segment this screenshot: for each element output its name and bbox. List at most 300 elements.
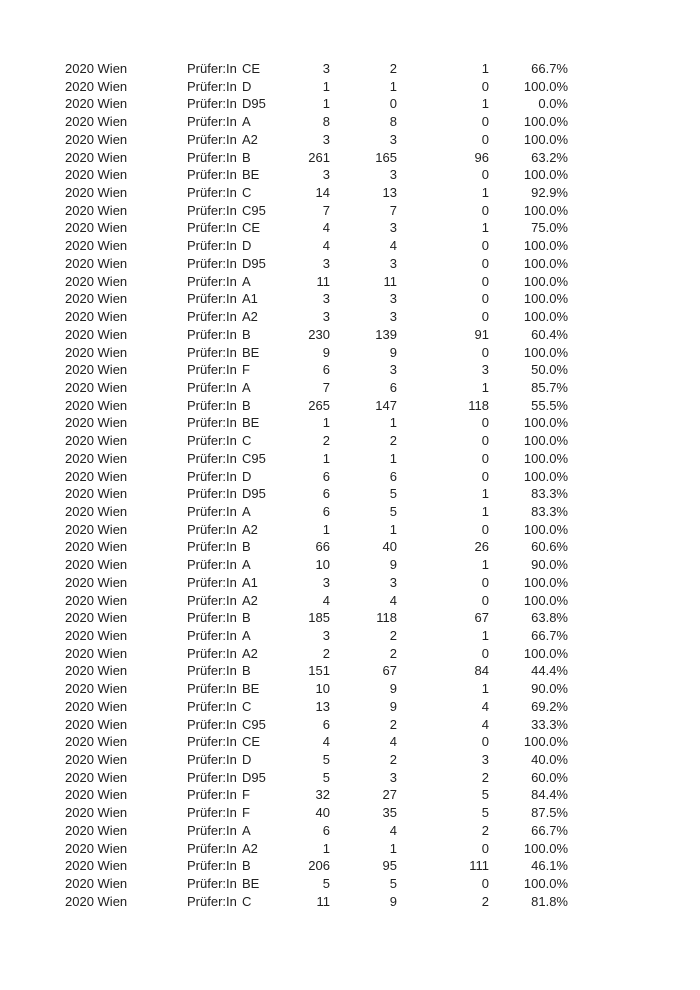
- examiner-role-cell: Prüfer:In: [187, 185, 237, 201]
- table-row: [0, 485, 700, 503]
- year-city-cell: 2020 Wien: [65, 486, 128, 502]
- table-row: [0, 450, 700, 468]
- failed-count-cell: 0: [481, 238, 489, 254]
- table-row: [0, 397, 700, 415]
- examiner-role-cell: Prüfer:In: [187, 592, 237, 608]
- failed-count-cell: 0: [481, 415, 489, 431]
- pass-rate-cell: 100.0%: [523, 876, 568, 892]
- year-city-cell: 2020 Wien: [65, 238, 128, 254]
- pass-rate-cell: 0.0%: [538, 96, 568, 112]
- table-row: [0, 60, 700, 78]
- failed-count-cell: 2: [481, 822, 489, 838]
- pass-rate-cell: 83.3%: [531, 503, 568, 519]
- year-city-cell: 2020 Wien: [65, 698, 128, 714]
- pass-rate-cell: 100.0%: [523, 291, 568, 307]
- failed-count-cell: 0: [481, 433, 489, 449]
- year-city-cell: 2020 Wien: [65, 202, 128, 218]
- pass-rate-cell: 66.7%: [531, 628, 568, 643]
- total-count-cell: 14: [315, 185, 330, 201]
- examiner-role-cell: Prüfer:In: [187, 397, 237, 413]
- pass-rate-cell: 66.7%: [531, 61, 568, 76]
- license-class-cell: C: [242, 698, 252, 714]
- passed-count-cell: 4: [389, 238, 397, 254]
- examiner-role-cell: Prüfer:In: [187, 610, 237, 626]
- table-row: [0, 379, 700, 397]
- passed-count-cell: 11: [383, 273, 397, 289]
- failed-count-cell: 4: [481, 716, 489, 732]
- license-class-cell: A: [242, 628, 251, 643]
- passed-count-cell: 35: [382, 805, 397, 821]
- examiner-role-cell: Prüfer:In: [187, 503, 237, 519]
- total-count-cell: 5: [322, 769, 330, 785]
- year-city-cell: 2020 Wien: [65, 61, 128, 76]
- table-row: [0, 237, 700, 255]
- failed-count-cell: 0: [481, 592, 489, 608]
- total-count-cell: 32: [315, 787, 330, 803]
- pass-rate-cell: 83.3%: [531, 486, 568, 502]
- examiner-role-cell: Prüfer:In: [187, 344, 237, 360]
- pass-rate-cell: 60.4%: [531, 326, 568, 342]
- failed-count-cell: 0: [481, 78, 489, 94]
- passed-count-cell: 1: [389, 415, 397, 431]
- total-count-cell: 3: [322, 291, 330, 307]
- license-class-cell: D95: [242, 96, 266, 112]
- total-count-cell: 185: [308, 610, 330, 626]
- failed-count-cell: 0: [481, 309, 489, 325]
- pass-rate-cell: 63.2%: [531, 149, 568, 165]
- examiner-role-cell: Prüfer:In: [187, 202, 237, 218]
- table-row: [0, 645, 700, 663]
- failed-count-cell: 4: [481, 698, 489, 714]
- license-class-cell: C: [242, 893, 252, 909]
- year-city-cell: 2020 Wien: [65, 787, 128, 803]
- failed-count-cell: 1: [481, 61, 489, 76]
- passed-count-cell: 1: [389, 521, 397, 537]
- year-city-cell: 2020 Wien: [65, 96, 128, 112]
- pass-rate-cell: 90.0%: [531, 557, 568, 573]
- passed-count-cell: 5: [389, 876, 397, 892]
- examiner-role-cell: Prüfer:In: [187, 698, 237, 714]
- pass-rate-cell: 44.4%: [531, 663, 568, 679]
- pass-rate-cell: 100.0%: [523, 344, 568, 360]
- license-class-cell: A: [242, 822, 251, 838]
- year-city-cell: 2020 Wien: [65, 876, 128, 892]
- license-class-cell: D: [242, 752, 252, 768]
- year-city-cell: 2020 Wien: [65, 149, 128, 165]
- table-row: [0, 113, 700, 131]
- examiner-role-cell: Prüfer:In: [187, 309, 237, 325]
- table-row: [0, 538, 700, 556]
- total-count-cell: 1: [322, 450, 330, 466]
- examiner-role-cell: Prüfer:In: [187, 557, 237, 573]
- total-count-cell: 265: [308, 397, 330, 413]
- passed-count-cell: 4: [389, 822, 397, 838]
- examiner-role-cell: Prüfer:In: [187, 769, 237, 785]
- license-class-cell: C: [242, 185, 252, 201]
- table-row: [0, 822, 700, 840]
- pass-rate-cell: 87.5%: [531, 805, 568, 821]
- table-row: [0, 574, 700, 592]
- license-class-cell: B: [242, 149, 251, 165]
- examiner-role-cell: Prüfer:In: [187, 96, 237, 112]
- failed-count-cell: 96: [474, 149, 489, 165]
- license-class-cell: B: [242, 858, 251, 874]
- table-row: [0, 131, 700, 149]
- failed-count-cell: 0: [481, 450, 489, 466]
- examiner-role-cell: Prüfer:In: [187, 663, 237, 679]
- year-city-cell: 2020 Wien: [65, 415, 128, 431]
- year-city-cell: 2020 Wien: [65, 893, 128, 909]
- license-class-cell: BE: [242, 344, 260, 360]
- examiner-role-cell: Prüfer:In: [187, 628, 237, 643]
- passed-count-cell: 3: [389, 220, 397, 236]
- license-class-cell: A2: [242, 645, 258, 661]
- passed-count-cell: 139: [375, 326, 397, 342]
- table-row: [0, 219, 700, 237]
- year-city-cell: 2020 Wien: [65, 574, 128, 590]
- total-count-cell: 5: [322, 876, 330, 892]
- year-city-cell: 2020 Wien: [65, 557, 128, 573]
- license-class-cell: BE: [242, 415, 260, 431]
- pass-rate-cell: 100.0%: [523, 238, 568, 254]
- examiner-role-cell: Prüfer:In: [187, 787, 237, 803]
- year-city-cell: 2020 Wien: [65, 628, 128, 643]
- passed-count-cell: 3: [389, 362, 397, 378]
- pass-rate-cell: 69.2%: [531, 698, 568, 714]
- pass-rate-cell: 81.8%: [531, 893, 568, 909]
- passed-count-cell: 4: [389, 734, 397, 750]
- year-city-cell: 2020 Wien: [65, 822, 128, 838]
- exam-statistics-table: [0, 60, 700, 911]
- year-city-cell: 2020 Wien: [65, 752, 128, 768]
- table-row: [0, 361, 700, 379]
- passed-count-cell: 0: [389, 96, 397, 112]
- passed-count-cell: 9: [389, 698, 397, 714]
- examiner-role-cell: Prüfer:In: [187, 238, 237, 254]
- year-city-cell: 2020 Wien: [65, 858, 128, 874]
- failed-count-cell: 0: [481, 344, 489, 360]
- year-city-cell: 2020 Wien: [65, 840, 128, 856]
- examiner-role-cell: Prüfer:In: [187, 681, 237, 697]
- examiner-role-cell: Prüfer:In: [187, 539, 237, 555]
- failed-count-cell: 0: [481, 167, 489, 183]
- pass-rate-cell: 50.0%: [531, 362, 568, 378]
- license-class-cell: B: [242, 539, 251, 555]
- total-count-cell: 3: [322, 574, 330, 590]
- passed-count-cell: 2: [389, 645, 397, 661]
- year-city-cell: 2020 Wien: [65, 734, 128, 750]
- examiner-role-cell: Prüfer:In: [187, 858, 237, 874]
- total-count-cell: 10: [315, 557, 330, 573]
- year-city-cell: 2020 Wien: [65, 291, 128, 307]
- total-count-cell: 11: [316, 893, 330, 909]
- pass-rate-cell: 100.0%: [523, 78, 568, 94]
- passed-count-cell: 1: [389, 78, 397, 94]
- examiner-role-cell: Prüfer:In: [187, 876, 237, 892]
- year-city-cell: 2020 Wien: [65, 78, 128, 94]
- pass-rate-cell: 100.0%: [523, 734, 568, 750]
- table-row: [0, 733, 700, 751]
- year-city-cell: 2020 Wien: [65, 645, 128, 661]
- failed-count-cell: 0: [481, 202, 489, 218]
- pass-rate-cell: 100.0%: [523, 450, 568, 466]
- table-row: [0, 149, 700, 167]
- total-count-cell: 151: [308, 663, 330, 679]
- table-row: [0, 255, 700, 273]
- license-class-cell: D95: [242, 486, 266, 502]
- table-row: [0, 326, 700, 344]
- examiner-role-cell: Prüfer:In: [187, 486, 237, 502]
- total-count-cell: 2: [322, 645, 330, 661]
- pass-rate-cell: 100.0%: [523, 202, 568, 218]
- examiner-role-cell: Prüfer:In: [187, 840, 237, 856]
- examiner-role-cell: Prüfer:In: [187, 61, 237, 76]
- failed-count-cell: 0: [481, 840, 489, 856]
- license-class-cell: A2: [242, 309, 258, 325]
- year-city-cell: 2020 Wien: [65, 220, 128, 236]
- license-class-cell: A: [242, 379, 251, 395]
- license-class-cell: F: [242, 362, 250, 378]
- examiner-role-cell: Prüfer:In: [187, 468, 237, 484]
- failed-count-cell: 26: [474, 539, 489, 555]
- table-row: [0, 804, 700, 822]
- license-class-cell: A: [242, 557, 251, 573]
- failed-count-cell: 84: [474, 663, 489, 679]
- license-class-cell: F: [242, 787, 250, 803]
- passed-count-cell: 95: [382, 858, 397, 874]
- examiner-role-cell: Prüfer:In: [187, 433, 237, 449]
- year-city-cell: 2020 Wien: [65, 114, 128, 130]
- passed-count-cell: 7: [389, 202, 397, 218]
- pass-rate-cell: 63.8%: [531, 610, 568, 626]
- passed-count-cell: 2: [389, 752, 397, 768]
- total-count-cell: 2: [322, 433, 330, 449]
- total-count-cell: 3: [322, 167, 330, 183]
- examiner-role-cell: Prüfer:In: [187, 220, 237, 236]
- failed-count-cell: 1: [481, 628, 489, 643]
- year-city-cell: 2020 Wien: [65, 273, 128, 289]
- failed-count-cell: 3: [481, 362, 489, 378]
- passed-count-cell: 3: [389, 167, 397, 183]
- table-row: [0, 468, 700, 486]
- passed-count-cell: 2: [389, 628, 397, 643]
- year-city-cell: 2020 Wien: [65, 610, 128, 626]
- table-row: [0, 414, 700, 432]
- total-count-cell: 3: [322, 131, 330, 147]
- failed-count-cell: 1: [481, 220, 489, 236]
- passed-count-cell: 3: [389, 131, 397, 147]
- pass-rate-cell: 100.0%: [523, 273, 568, 289]
- examiner-role-cell: Prüfer:In: [187, 291, 237, 307]
- pass-rate-cell: 100.0%: [523, 131, 568, 147]
- failed-count-cell: 2: [481, 769, 489, 785]
- pass-rate-cell: 60.0%: [531, 769, 568, 785]
- table-row: [0, 627, 700, 645]
- table-row: [0, 202, 700, 220]
- license-class-cell: D: [242, 238, 252, 254]
- failed-count-cell: 1: [481, 185, 489, 201]
- total-count-cell: 6: [322, 716, 330, 732]
- failed-count-cell: 1: [481, 557, 489, 573]
- table-row: [0, 556, 700, 574]
- table-row: [0, 273, 700, 291]
- license-class-cell: D95: [242, 255, 266, 271]
- failed-count-cell: 0: [481, 645, 489, 661]
- year-city-cell: 2020 Wien: [65, 433, 128, 449]
- year-city-cell: 2020 Wien: [65, 468, 128, 484]
- passed-count-cell: 3: [389, 574, 397, 590]
- failed-count-cell: 0: [481, 273, 489, 289]
- pass-rate-cell: 60.6%: [531, 539, 568, 555]
- passed-count-cell: 9: [389, 681, 397, 697]
- examiner-role-cell: Prüfer:In: [187, 362, 237, 378]
- year-city-cell: 2020 Wien: [65, 185, 128, 201]
- total-count-cell: 230: [308, 326, 330, 342]
- total-count-cell: 1: [322, 840, 330, 856]
- pass-rate-cell: 100.0%: [523, 592, 568, 608]
- passed-count-cell: 13: [382, 185, 397, 201]
- license-class-cell: D: [242, 78, 252, 94]
- pass-rate-cell: 84.4%: [531, 787, 568, 803]
- table-row: [0, 857, 700, 875]
- license-class-cell: A2: [242, 131, 258, 147]
- table-row: [0, 662, 700, 680]
- failed-count-cell: 5: [481, 787, 489, 803]
- table-row: [0, 592, 700, 610]
- examiner-role-cell: Prüfer:In: [187, 255, 237, 271]
- passed-count-cell: 9: [389, 893, 397, 909]
- year-city-cell: 2020 Wien: [65, 503, 128, 519]
- total-count-cell: 6: [322, 362, 330, 378]
- pass-rate-cell: 100.0%: [523, 114, 568, 130]
- examiner-role-cell: Prüfer:In: [187, 752, 237, 768]
- examiner-role-cell: Prüfer:In: [187, 379, 237, 395]
- failed-count-cell: 1: [481, 486, 489, 502]
- license-class-cell: C95: [242, 450, 266, 466]
- failed-count-cell: 1: [481, 96, 489, 112]
- total-count-cell: 1: [322, 415, 330, 431]
- total-count-cell: 4: [322, 220, 330, 236]
- passed-count-cell: 3: [389, 769, 397, 785]
- failed-count-cell: 67: [474, 610, 489, 626]
- year-city-cell: 2020 Wien: [65, 131, 128, 147]
- passed-count-cell: 3: [389, 291, 397, 307]
- total-count-cell: 13: [315, 698, 330, 714]
- pass-rate-cell: 100.0%: [523, 255, 568, 271]
- table-row: [0, 769, 700, 787]
- license-class-cell: BE: [242, 876, 260, 892]
- passed-count-cell: 3: [389, 309, 397, 325]
- total-count-cell: 4: [322, 592, 330, 608]
- table-row: [0, 308, 700, 326]
- year-city-cell: 2020 Wien: [65, 681, 128, 697]
- examiner-role-cell: Prüfer:In: [187, 645, 237, 661]
- total-count-cell: 4: [322, 734, 330, 750]
- table-row: [0, 95, 700, 113]
- license-class-cell: CE: [242, 220, 261, 236]
- license-class-cell: A2: [242, 840, 258, 856]
- year-city-cell: 2020 Wien: [65, 326, 128, 342]
- total-count-cell: 6: [322, 503, 330, 519]
- license-class-cell: B: [242, 663, 251, 679]
- examiner-role-cell: Prüfer:In: [187, 521, 237, 537]
- failed-count-cell: 0: [481, 291, 489, 307]
- passed-count-cell: 9: [389, 557, 397, 573]
- table-row: [0, 840, 700, 858]
- failed-count-cell: 118: [468, 397, 489, 413]
- passed-count-cell: 5: [389, 486, 397, 502]
- passed-count-cell: 3: [389, 255, 397, 271]
- license-class-cell: A2: [242, 592, 258, 608]
- failed-count-cell: 2: [481, 893, 489, 909]
- pass-rate-cell: 90.0%: [531, 681, 568, 697]
- license-class-cell: CE: [242, 734, 261, 750]
- examiner-role-cell: Prüfer:In: [187, 450, 237, 466]
- license-class-cell: A2: [242, 521, 258, 537]
- pass-rate-cell: 55.5%: [531, 397, 568, 413]
- license-class-cell: F: [242, 805, 250, 821]
- passed-count-cell: 118: [376, 610, 397, 626]
- passed-count-cell: 2: [389, 433, 397, 449]
- total-count-cell: 3: [322, 61, 330, 76]
- total-count-cell: 1: [322, 78, 330, 94]
- passed-count-cell: 8: [389, 114, 397, 130]
- pass-rate-cell: 100.0%: [523, 468, 568, 484]
- total-count-cell: 8: [322, 114, 330, 130]
- passed-count-cell: 1: [389, 450, 397, 466]
- table-row: [0, 893, 700, 911]
- examiner-role-cell: Prüfer:In: [187, 149, 237, 165]
- year-city-cell: 2020 Wien: [65, 769, 128, 785]
- pass-rate-cell: 85.7%: [531, 379, 568, 395]
- table-row: [0, 716, 700, 734]
- table-row: [0, 786, 700, 804]
- table-row: [0, 344, 700, 362]
- failed-count-cell: 0: [481, 734, 489, 750]
- license-class-cell: C: [242, 433, 252, 449]
- license-class-cell: A1: [242, 574, 258, 590]
- passed-count-cell: 4: [389, 592, 397, 608]
- total-count-cell: 66: [315, 539, 330, 555]
- pass-rate-cell: 100.0%: [523, 521, 568, 537]
- table-row: [0, 184, 700, 202]
- license-class-cell: D95: [242, 769, 266, 785]
- examiner-role-cell: Prüfer:In: [187, 131, 237, 147]
- examiner-role-cell: Prüfer:In: [187, 167, 237, 183]
- total-count-cell: 6: [322, 468, 330, 484]
- total-count-cell: 7: [322, 379, 330, 395]
- table-row: [0, 698, 700, 716]
- total-count-cell: 6: [322, 822, 330, 838]
- failed-count-cell: 91: [474, 326, 489, 342]
- failed-count-cell: 1: [481, 503, 489, 519]
- year-city-cell: 2020 Wien: [65, 397, 128, 413]
- passed-count-cell: 9: [389, 344, 397, 360]
- pass-rate-cell: 100.0%: [523, 645, 568, 661]
- year-city-cell: 2020 Wien: [65, 663, 128, 679]
- failed-count-cell: 0: [481, 876, 489, 892]
- examiner-role-cell: Prüfer:In: [187, 805, 237, 821]
- examiner-role-cell: Prüfer:In: [187, 822, 237, 838]
- total-count-cell: 11: [316, 273, 330, 289]
- license-class-cell: BE: [242, 681, 260, 697]
- table-row: [0, 680, 700, 698]
- total-count-cell: 1: [322, 96, 330, 112]
- passed-count-cell: 1: [389, 840, 397, 856]
- passed-count-cell: 2: [389, 61, 397, 76]
- year-city-cell: 2020 Wien: [65, 309, 128, 325]
- pass-rate-cell: 100.0%: [523, 167, 568, 183]
